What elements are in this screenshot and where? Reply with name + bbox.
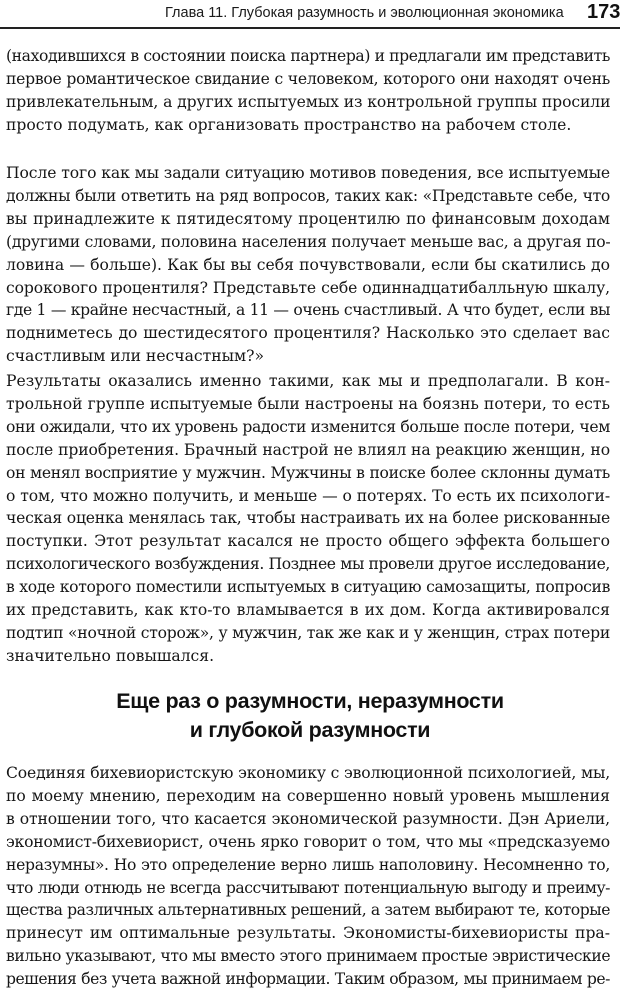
running-head-title: Глава 11. Глубокая разумность и эволюционная экономика: [165, 5, 564, 21]
text-line: по моему мнению, переходим на совершенно новый уровень мышления: [6, 786, 610, 805]
text-line: экономист-бихевиорист, очень ярко говорит о том, что мы «предсказуемо: [6, 832, 610, 851]
text-line: После того как мы задали ситуацию мотивов поведения, все испытуемые: [6, 164, 611, 182]
text-line: просто подумать, как организовать пространство на рабочем столе.: [6, 115, 572, 134]
text-line: Результаты оказались именно такими, как мы и предполагали. В кон-: [6, 372, 610, 390]
running-header: [0, 0, 620, 36]
text-line: вы принадлежите к пятидесятому процентилю по финансовым доходам: [6, 209, 610, 228]
text-line: решения без учета важной информации. Таким образом, мы принимаем ре-: [6, 970, 610, 989]
text-line: он менял восприятие у мужчин. Мужчины в поиске более склонны думать: [6, 463, 610, 482]
heading-line: Еще раз о разумности, неразумности: [116, 689, 504, 713]
header-rule: [0, 27, 620, 29]
text-line: сорокового процентиля? Представьте себе одиннадцатибалльную шкалу,: [6, 278, 610, 297]
text-line: где 1 — крайне несчастный, а 11 — очень счастливый. А что будет, если вы: [6, 301, 610, 320]
heading-line: и глубокой разумности: [189, 718, 431, 742]
text-line: принесут им оптимальные результаты. Экономисты-бихевиористы пра-: [6, 924, 610, 943]
text-line: подтип «ночной сторож», у мужчин, так же как и у женщин, страх потери: [6, 623, 610, 642]
text-line: в отношении того, что касается экономической разумности. Дэн Ариели,: [6, 809, 610, 828]
text-line: (другими словами, половина населения получает меньше вас, а другая по-: [6, 232, 611, 251]
text-line: привлекательным, а других испытуемых из контрольной группы просили: [6, 92, 611, 111]
text-line: что люди отнюдь не всегда рассчитывают потенциальную выгоду и преиму-: [6, 878, 610, 897]
paragraph-continuation: [6, 45, 610, 137]
text-line: значительно повышался.: [6, 646, 215, 665]
text-line: их представить, как кто-то вламывается в их дом. Когда активировался: [6, 601, 610, 620]
page-number: 173: [587, 1, 620, 23]
text-line: поступки. Этот результат касался не просто общего эффекта большего: [6, 532, 610, 551]
text-line: (находившихся в состоянии поиска партнера) и предлагали им представить: [6, 47, 610, 65]
text-line: щества различных альтернативных решений, а затем выбирают те, которые: [6, 901, 610, 920]
text-line: психологического возбуждения. Позднее мы провели другое исследование,: [6, 555, 610, 574]
paragraph-results: [6, 370, 610, 668]
text-line: должны были ответить на ряд вопросов, таких как: «Представьте себе, что: [6, 186, 610, 205]
text-line: подниметесь до шестидесятого процентиля? Насколько это сделает вас: [6, 324, 610, 343]
text-line: трольной группе испытуемые были настроены на боязнь потери, то есть: [6, 394, 610, 413]
text-line: о том, что можно получить, и меньше — о потерях. То есть их психологи-: [6, 486, 610, 505]
paragraph-rationality: [6, 762, 610, 991]
text-line: они ожидали, что их уровень радости изменится больше после потери, чем: [6, 417, 610, 436]
text-line: первое романтическое свидание с человеком, которого они находят очень: [6, 69, 610, 88]
text-line: в ходе которого поместили испытуемых в ситуацию самозащиты, попросив: [6, 578, 610, 597]
text-line: ловина — больше). Как бы вы себя почувствовали, если бы скатились до: [6, 255, 610, 274]
text-line: неразумны». Но это определение верно лишь наполовину. Несомненно то,: [6, 855, 610, 874]
text-line: ческая оценка менялась так, чтобы настраивать их на более рискованные: [6, 509, 610, 528]
text-line: вильно указывают, что мы вместо этого принимаем простые эвристические: [6, 947, 611, 966]
text-line: счастливым или несчастным?»: [6, 347, 265, 366]
paragraph-questions: [6, 162, 610, 368]
text-line: Соединяя бихевиористскую экономику с эволюционной психологией, мы,: [6, 764, 611, 782]
section-heading: [0, 687, 620, 745]
text-line: после приобретения. Брачный настрой не влиял на реакцию женщин, но: [6, 440, 610, 459]
